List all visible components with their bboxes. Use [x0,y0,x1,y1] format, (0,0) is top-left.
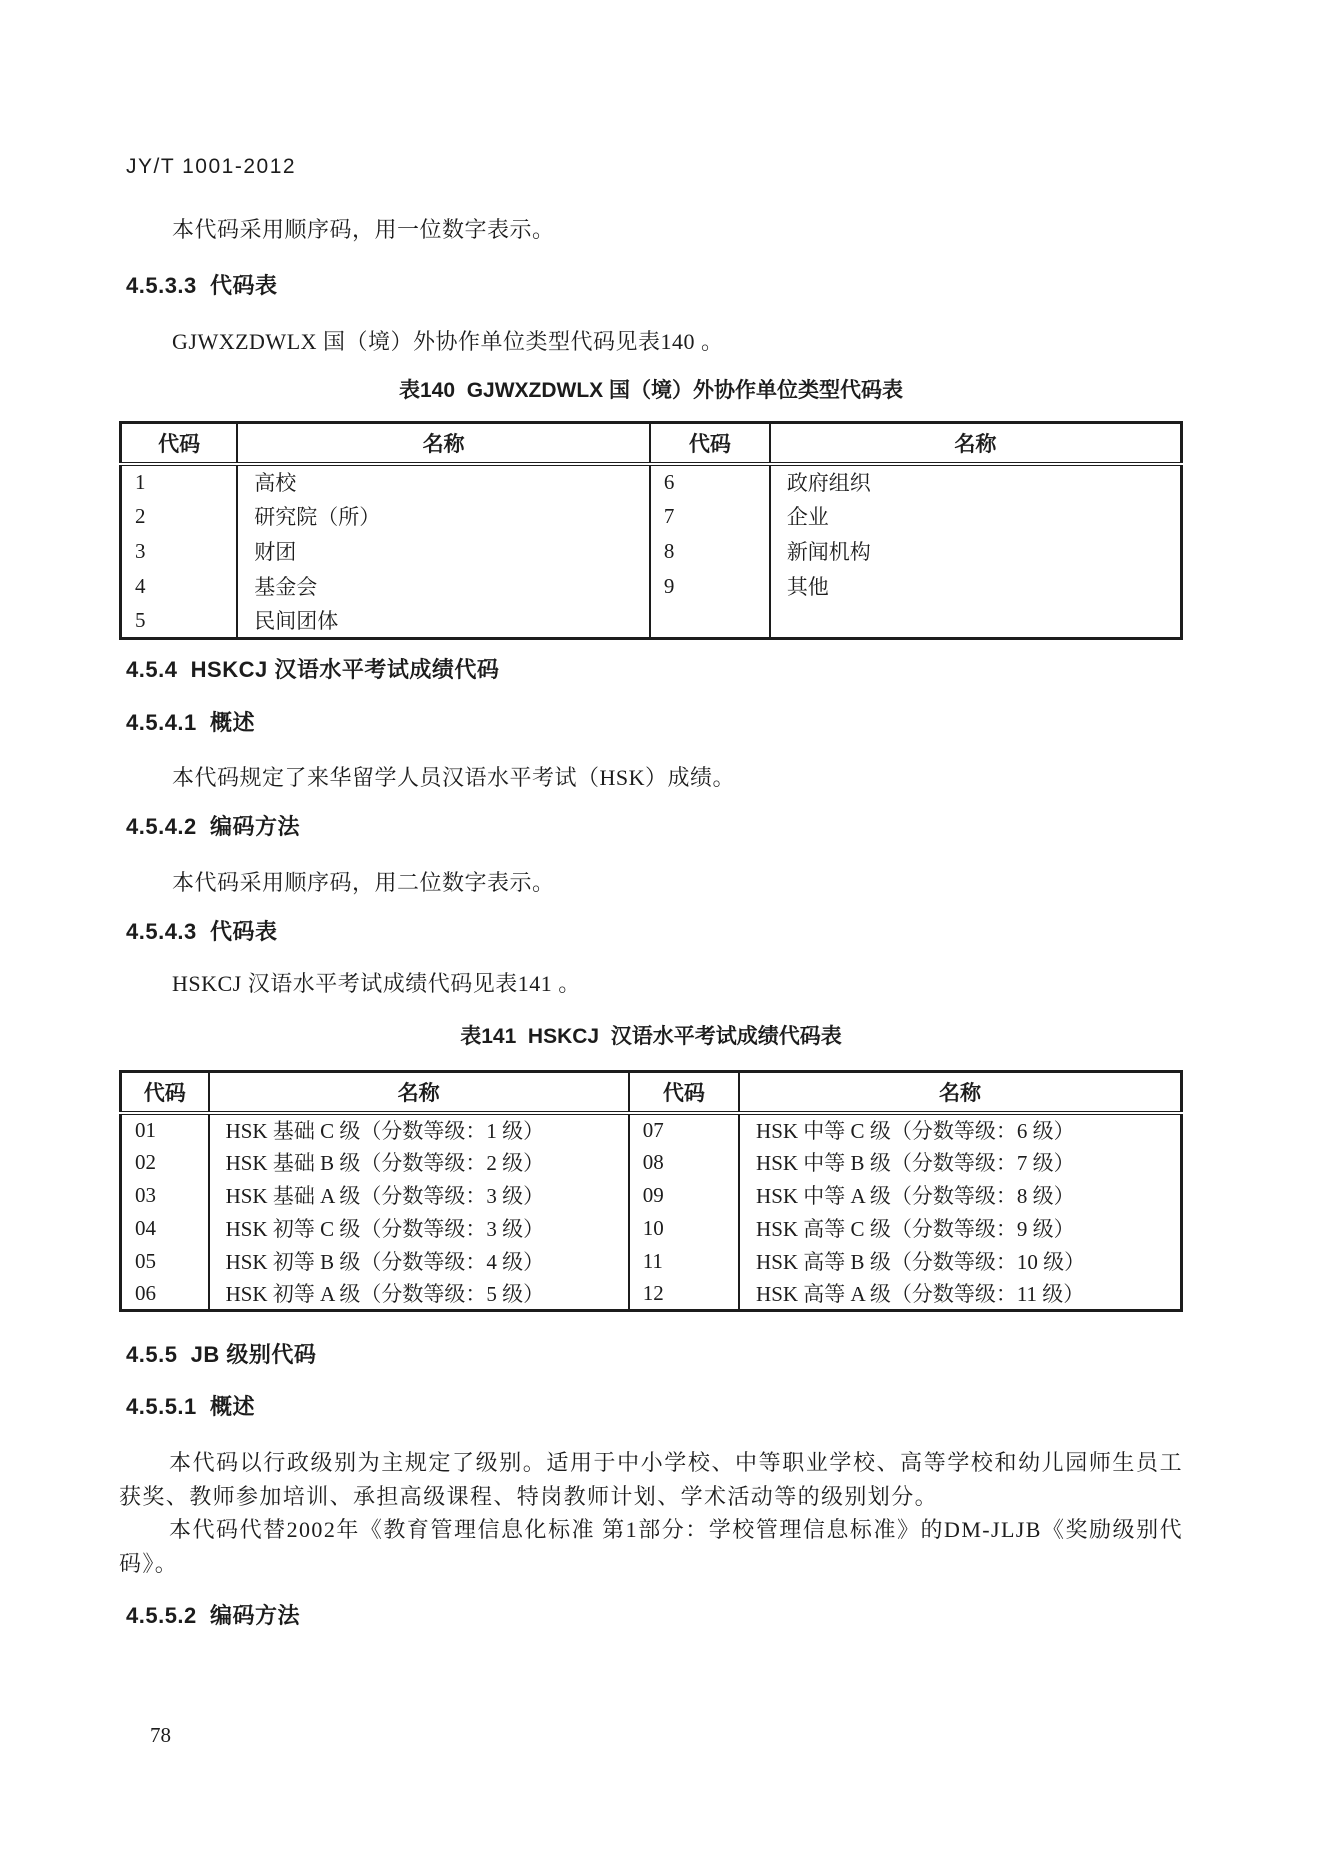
table141-title: 表141 HSKCJ 汉语水平考试成绩代码表 [460,1025,842,1048]
code-cell: 5 [135,607,146,632]
table141-header-code-right: 代码 [629,1072,739,1113]
table141-header-code-left: 代码 [121,1072,209,1113]
code-cell: 04 [135,1215,156,1240]
name-cell: HSK 基础 A 级（分数等级：3 级） [209,1179,629,1212]
table141-row [121,1212,1182,1245]
table-141 [119,1070,1183,1312]
doc-code: JY/T 1001-2012 [126,155,297,178]
table141-row [121,1278,1182,1311]
table140-row [121,464,1182,499]
heading-4-5-5-1: 4.5.5.1 概述 [126,1394,256,1419]
code-cell: 06 [135,1280,156,1305]
heading-4-5-4-1: 4.5.4.1 概述 [126,710,256,735]
jb-overview-block [119,1446,1183,1580]
heading-4-5-4: 4.5.4 HSKCJ 汉语水平考试成绩代码 [126,657,500,682]
table140-header-code-left: 代码 [121,423,238,464]
code-cell: 09 [629,1179,739,1212]
heading-4-5-5: 4.5.5 JB 级别代码 [126,1342,317,1367]
para-hsk-overview: 本代码规定了来华留学人员汉语水平考试（HSK）成绩。 [172,765,736,790]
code-cell [650,604,770,639]
name-cell: 研究院（所） [237,499,650,534]
name-cell: 基金会 [237,569,650,604]
para-hskcj-ref: HSKCJ 汉语水平考试成绩代码见表141 。 [172,971,581,996]
table141-header-name-left: 名称 [209,1072,629,1113]
para-jb-overview-2: 本代码代替2002年《教育管理信息化标准 第1部分：学校管理信息标准》的DM-JLJB《奖励级别代码》。 [119,1517,1183,1576]
table141-row [121,1146,1182,1179]
name-cell: 新闻机构 [770,534,1182,569]
table140-title: 表140 GJWXZDWLX 国（境）外协作单位类型代码表 [398,379,904,402]
table141-row [121,1179,1182,1212]
para-seq-one-digit: 本代码采用顺序码，用一位数字表示。 [172,217,555,242]
name-cell: 高校 [237,464,650,499]
name-cell: 民间团体 [237,604,650,639]
table140-header-name-left: 名称 [237,423,650,464]
name-cell: HSK 高等 C 级（分数等级：9 级） [739,1212,1181,1245]
table140-row [121,569,1182,604]
code-cell: 9 [650,569,770,604]
para-jb-overview-1: 本代码以行政级别为主规定了级别。适用于中小学校、中等职业学校、高等学校和幼儿园师生员工获奖、教师参加培训、承担高级课程、特岗教师计划、学术活动等的级别划分。 [119,1450,1183,1509]
name-cell: HSK 初等 C 级（分数等级：3 级） [209,1212,629,1245]
page-content [119,0,1183,1871]
code-cell: 10 [629,1212,739,1245]
name-cell: HSK 高等 A 级（分数等级：11 级） [739,1278,1181,1311]
name-cell: HSK 初等 B 级（分数等级：4 级） [209,1245,629,1278]
code-cell: 3 [135,538,146,563]
table140-header-name-right: 名称 [770,423,1182,464]
code-cell: 02 [135,1149,156,1174]
name-cell [770,604,1182,639]
heading-4-5-4-3: 4.5.4.3 代码表 [126,919,278,944]
name-cell: 其他 [770,569,1182,604]
table140-row [121,499,1182,534]
name-cell: HSK 中等 A 级（分数等级：8 级） [739,1179,1181,1212]
table140-row [121,534,1182,569]
code-cell: 4 [135,573,146,598]
name-cell: HSK 基础 B 级（分数等级：2 级） [209,1146,629,1179]
name-cell: HSK 基础 C 级（分数等级：1 级） [209,1113,629,1146]
table140-row [121,604,1182,639]
para-gjwxzdwlx-ref: GJWXZDWLX 国（境）外协作单位类型代码见表140 。 [172,329,724,354]
table141-header-name-right: 名称 [739,1072,1181,1113]
code-cell: 1 [135,469,146,494]
code-cell: 08 [629,1146,739,1179]
name-cell: HSK 中等 B 级（分数等级：7 级） [739,1146,1181,1179]
table141-header-row [121,1072,1182,1113]
name-cell: 企业 [770,499,1182,534]
table141-row [121,1113,1182,1146]
para-seq-two-digit: 本代码采用顺序码，用二位数字表示。 [172,870,555,895]
code-cell: 03 [135,1182,156,1207]
table140-header-row [121,423,1182,464]
name-cell: 政府组织 [770,464,1182,499]
code-cell: 6 [650,464,770,499]
page-number: 78 [150,1723,171,1747]
heading-4-5-3-3: 4.5.3.3 代码表 [126,273,278,298]
name-cell: 财团 [237,534,650,569]
code-cell: 05 [135,1248,156,1273]
heading-4-5-5-2: 4.5.5.2 编码方法 [126,1603,301,1628]
code-cell: 11 [629,1245,739,1278]
name-cell: HSK 高等 B 级（分数等级：10 级） [739,1245,1181,1278]
code-cell: 12 [629,1278,739,1311]
name-cell: HSK 初等 A 级（分数等级：5 级） [209,1278,629,1311]
name-cell: HSK 中等 C 级（分数等级：6 级） [739,1113,1181,1146]
table-140 [119,421,1183,640]
heading-4-5-4-2: 4.5.4.2 编码方法 [126,814,301,839]
code-cell: 8 [650,534,770,569]
table141-row [121,1245,1182,1278]
code-cell: 01 [135,1117,156,1142]
code-cell: 2 [135,503,146,528]
code-cell: 7 [650,499,770,534]
table140-header-code-right: 代码 [650,423,770,464]
code-cell: 07 [629,1113,739,1146]
